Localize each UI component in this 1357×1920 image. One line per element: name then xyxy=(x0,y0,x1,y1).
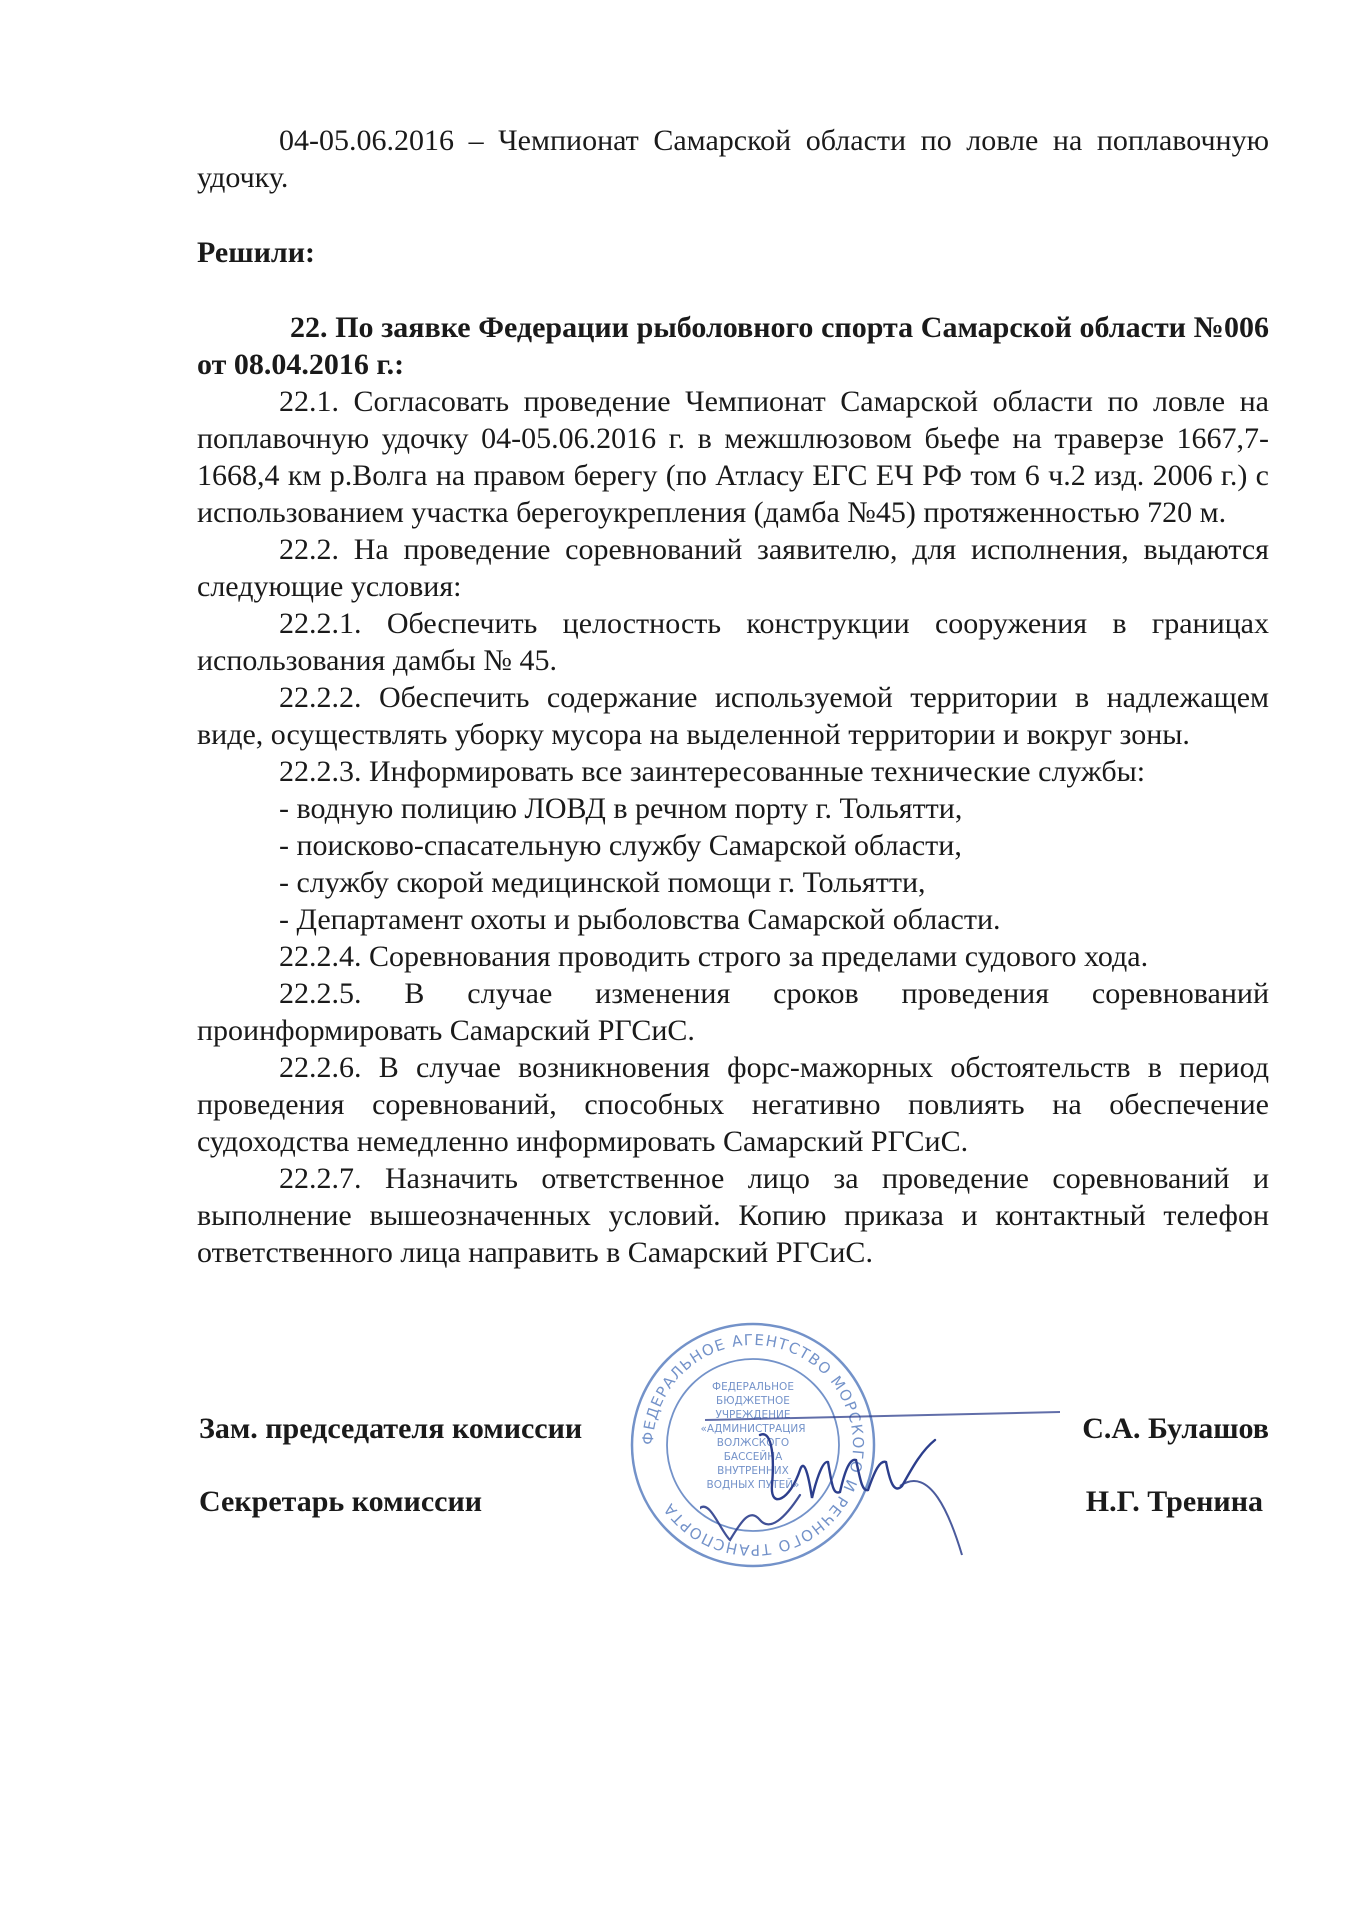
item-22-2-7: 22.2.7. Назначить ответственное лицо за проведение соревнований и выполнение вышеозначенных условий. Копию приказа и контактный телефон ответственного лица направить в Самарский РГСиС. xyxy=(197,1162,1269,1269)
stamp-center-line: ВОДНЫХ ПУТЕЙ» xyxy=(706,1479,800,1491)
deputy-chair-title: Зам. председателя комиссии xyxy=(199,1412,583,1445)
item-22-1: 22.1. Согласовать проведение Чемпионат Самарской области по ловле на поплавочную удочку 04-05.06.2016 г. в межшлюзовом бьефе на траверзе 1667,7-1668,4 км р.Волга на правом берегу (по Атласу ЕГС ЕЧ РФ том 6 ч.2 изд. 2006 г.) с использованием участка берегоукрепления (дамба №45) протяженностью 720 м. xyxy=(197,385,1269,529)
stamp-center-line: БЮДЖЕТНОЕ xyxy=(716,1395,790,1407)
stamp-center-line: ВНУТРЕННИХ xyxy=(717,1465,789,1477)
service-item: - службу скорой медицинской помощи г. Тольятти, xyxy=(279,866,926,899)
service-item: - Департамент охоты и рыболовства Самарской области. xyxy=(279,903,1001,936)
secretary-signature-row xyxy=(199,1483,1269,1520)
item-22-2-4: 22.2.4. Соревнования проводить строго за пределами судового хода. xyxy=(279,940,1149,973)
service-item: - поисково-спасательную службу Самарской области, xyxy=(279,829,962,862)
deputy-chair-name: С.А. Булашов xyxy=(1082,1412,1269,1445)
item-22-2-3: 22.2.3. Информировать все заинтересованные технические службы: xyxy=(279,755,1146,788)
deputy-chair-signature-row xyxy=(199,1410,1269,1447)
service-item: - водную полицию ЛОВД в речном порту г. Тольятти, xyxy=(279,792,963,825)
item-22-2: 22.2. На проведение соревнований заявителю, для исполнения, выдаются следующие условия: xyxy=(197,533,1269,603)
item-22-2-6: 22.2.6. В случае возникновения форс-мажорных обстоятельств в период проведения соревнований, способных негативно повлиять на обеспечение судоходства немедленно информировать Самарский РГСиС. xyxy=(197,1051,1269,1158)
item-heading: 22. По заявке Федерации рыболовного спорта Самарской области №006 от 08.04.2016 г.: xyxy=(197,311,1269,381)
stamp-center-line: УЧРЕЖДЕНИЕ xyxy=(715,1409,791,1421)
resolved-label: Решили: xyxy=(197,236,315,269)
secretary-name: Н.Г. Тренина xyxy=(1085,1485,1263,1518)
stamp-ring-text: ФЕДЕРАЛЬНОЕ АГЕНТСТВО МОРСКОГО И РЕЧНОГО ТРАНСПОРТА xyxy=(638,1330,868,1560)
item-22-2-5: 22.2.5. В случае изменения сроков проведения соревнований проинформировать Самарский РГСиС. xyxy=(197,977,1269,1047)
item-22-2-1: 22.2.1. Обеспечить целостность конструкции сооружения в границах использования дамбы № 45. xyxy=(197,607,1269,677)
stamp-center-line: БАССЕЙНА xyxy=(723,1451,783,1463)
stamp-center-line: ВОЛЖСКОГО xyxy=(716,1437,790,1449)
document-body xyxy=(197,122,1269,1271)
item-22-2-2: 22.2.2. Обеспечить содержание используемой территории в надлежащем виде, осуществлять уборку мусора на выделенной территории и вокруг зоны. xyxy=(197,681,1269,751)
stamp-center-line: ФЕДЕРАЛЬНОЕ xyxy=(712,1381,794,1393)
intro-paragraph: 04-05.06.2016 – Чемпионат Самарской области по ловле на поплавочную удочку. xyxy=(197,124,1269,194)
secretary-title: Секретарь комиссии xyxy=(199,1485,483,1518)
stamp-center-line: «АДМИНИСТРАЦИЯ xyxy=(700,1423,806,1435)
